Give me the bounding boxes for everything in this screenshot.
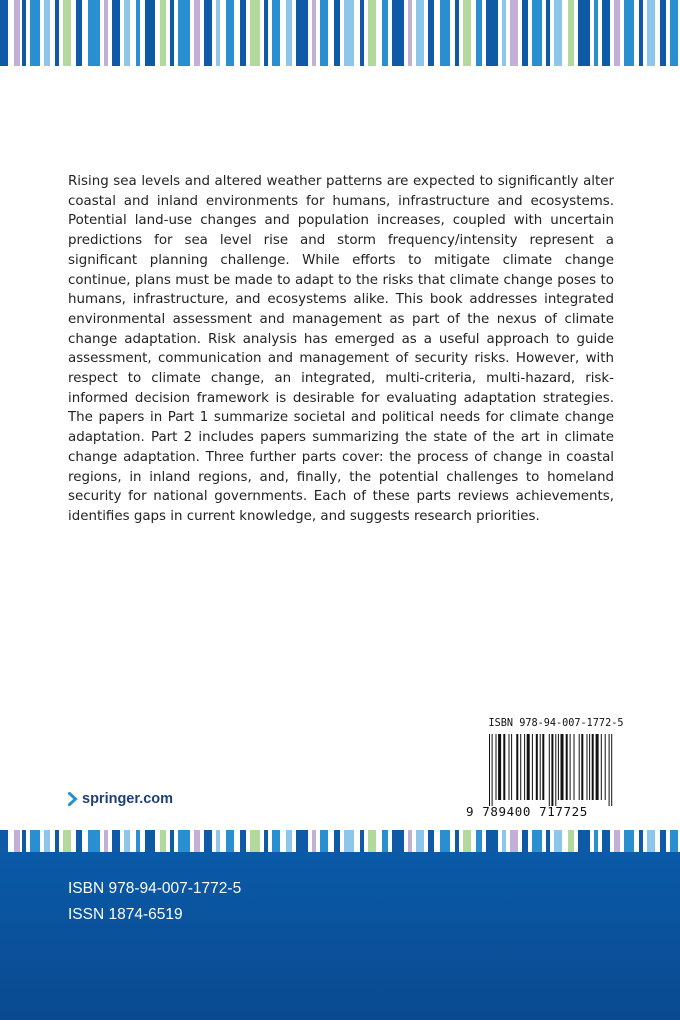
publisher-url[interactable]: springer.com — [82, 791, 174, 807]
barcode-isbn-label: ISBN 978-94-007-1772-5 — [488, 718, 624, 729]
decorative-stripe — [440, 0, 450, 66]
decorative-stripe — [510, 0, 518, 66]
decorative-stripe — [463, 0, 471, 66]
decorative-stripe — [344, 0, 354, 66]
decorative-stripe — [476, 830, 482, 852]
barcode-bar — [574, 734, 575, 800]
decorative-stripe — [392, 830, 404, 852]
decorative-stripe — [624, 830, 634, 852]
decorative-stripe — [486, 830, 498, 852]
decorative-stripe — [226, 0, 234, 66]
barcode-bar — [489, 734, 490, 806]
decorative-stripe — [22, 830, 26, 852]
decorative-stripe — [112, 0, 120, 66]
decorative-stripe — [178, 830, 190, 852]
decorative-stripe — [286, 830, 292, 852]
blue-footer-panel — [0, 852, 680, 1020]
decorative-stripe — [670, 830, 678, 852]
barcode-bar — [566, 734, 568, 800]
decorative-stripe — [463, 830, 471, 852]
barcode-bar — [516, 734, 518, 800]
decorative-stripe — [160, 830, 166, 852]
decorative-stripe — [624, 0, 634, 66]
footer-issn: ISSN 1874-6519 — [68, 906, 183, 923]
decorative-stripe — [368, 0, 376, 66]
decorative-stripe — [382, 0, 388, 66]
decorative-stripe — [344, 830, 354, 852]
barcode-bar — [609, 734, 610, 806]
decorative-stripe — [522, 0, 528, 66]
decorative-stripe — [660, 0, 666, 66]
decorative-stripe — [216, 830, 220, 852]
decorative-stripe — [532, 830, 542, 852]
decorative-stripe — [178, 0, 190, 66]
decorative-stripe — [30, 830, 40, 852]
decorative-stripe — [112, 830, 120, 852]
decorative-stripe — [240, 830, 246, 852]
decorative-stripe — [0, 830, 8, 852]
barcode-bar — [601, 734, 602, 800]
decorative-stripe — [647, 830, 655, 852]
decorative-stripe — [416, 830, 424, 852]
decorative-stripe — [647, 0, 655, 66]
decorative-stripe — [639, 0, 643, 66]
barcode-bar — [551, 734, 553, 806]
decorative-stripe — [14, 0, 20, 66]
decorative-stripe — [104, 830, 108, 852]
decorative-stripe — [408, 0, 412, 66]
decorative-stripe — [578, 830, 590, 852]
decorative-stripe — [510, 830, 518, 852]
barcode-bar — [596, 734, 599, 800]
barcode-bar — [503, 734, 505, 800]
decorative-stripe — [428, 830, 434, 852]
decorative-stripe — [55, 0, 59, 66]
decorative-stripe — [522, 830, 528, 852]
barcode-bar — [532, 734, 533, 800]
decorative-stripe — [476, 0, 482, 66]
decorative-stripe — [554, 0, 562, 66]
decorative-stripe — [136, 830, 140, 852]
decorative-stripe — [136, 0, 140, 66]
decorative-stripe — [88, 830, 100, 852]
top-stripe-band — [0, 0, 680, 66]
barcode-bar — [496, 734, 497, 800]
decorative-stripe — [416, 0, 424, 66]
decorative-stripe — [368, 830, 376, 852]
barcode-bar — [540, 734, 541, 800]
decorative-stripe — [194, 0, 200, 66]
chevron-right-icon — [68, 792, 78, 806]
decorative-stripe — [170, 830, 174, 852]
barcode-bar — [511, 734, 512, 800]
decorative-stripe — [320, 830, 328, 852]
decorative-stripe — [455, 0, 459, 66]
decorative-stripe — [63, 0, 71, 66]
decorative-stripe — [320, 0, 328, 66]
decorative-stripe — [382, 830, 388, 852]
barcode-number: 9 789400 717725 — [466, 804, 588, 819]
decorative-stripe — [14, 830, 20, 852]
barcode-bar — [549, 734, 550, 806]
decorative-stripe — [602, 830, 610, 852]
decorative-stripe — [264, 830, 268, 852]
decorative-stripe — [670, 0, 678, 66]
decorative-stripe — [392, 0, 404, 66]
back-cover-blurb: Rising sea levels and altered weather patterns are expected to significantly alter coastal and inland environments for humans, infrastructure and ecosystems. Potential land-use changes and population increases, coupled with uncertain predictions for sea level rise and storm frequency/intensity represent a significant planning challenge. While efforts to mitigate climate change continue, plans must be made to adapt to the risks that climate change poses to humans, infrastructure, and ecosystems alike. This book addresses integrated environmental assessment and management as part of the nexus of climate change adaptation. Risk analysis has emerged as a useful approach to guide assessment, communication and management of security risks. However, with respect to climate change, an integrated, multi-criteria, multi-hazard, risk-informed decision framework is desirable for evaluating adaptation strategies. The papers in Part 1 summarize societal and political needs for climate change adaptation. Part 2 includes papers summarizing the state of the art in climate change adaptation. Three further parts cover: the process of change in coastal regions, in inland regions, and, finally, the potential challenges to homeland security for national governments. Each of these parts reviews achievements, identifies gaps in current knowledge, and suggests research priorities. — [68, 174, 614, 524]
decorative-stripe — [440, 830, 450, 852]
barcode-bar — [509, 734, 510, 800]
barcode-bar — [605, 734, 606, 800]
decorative-stripe — [88, 0, 100, 66]
barcode-bar — [498, 734, 501, 800]
decorative-stripe — [44, 830, 50, 852]
decorative-stripe — [360, 830, 364, 852]
barcode-bar — [524, 734, 525, 800]
decorative-stripe — [226, 830, 234, 852]
decorative-stripe — [568, 830, 574, 852]
barcode-bar — [542, 734, 544, 800]
decorative-stripe — [334, 0, 340, 66]
decorative-stripe — [124, 830, 130, 852]
decorative-stripe — [408, 830, 412, 852]
decorative-stripe — [639, 830, 643, 852]
decorative-stripe — [546, 830, 550, 852]
decorative-stripe — [76, 0, 82, 66]
decorative-stripe — [428, 0, 434, 66]
decorative-stripe — [602, 0, 610, 66]
decorative-stripe — [240, 0, 246, 66]
decorative-stripe — [660, 830, 666, 852]
decorative-stripe — [455, 830, 459, 852]
decorative-stripe — [30, 0, 40, 66]
decorative-stripe — [0, 0, 8, 66]
decorative-stripe — [594, 0, 598, 66]
barcode-bar — [520, 734, 521, 800]
barcode-bar — [611, 734, 612, 806]
isbn-barcode — [488, 734, 614, 806]
decorative-stripe — [614, 0, 620, 66]
decorative-stripe — [334, 830, 340, 852]
barcode-bar — [581, 734, 583, 800]
decorative-stripe — [250, 830, 260, 852]
decorative-stripe — [76, 830, 82, 852]
decorative-stripe — [145, 830, 155, 852]
decorative-stripe — [614, 830, 620, 852]
decorative-stripe — [22, 0, 26, 66]
decorative-stripe — [360, 0, 364, 66]
decorative-stripe — [204, 0, 212, 66]
decorative-stripe — [502, 0, 506, 66]
decorative-stripe — [44, 0, 50, 66]
publisher-link[interactable] — [68, 788, 173, 810]
barcode-bar — [592, 734, 594, 800]
barcode-bar — [492, 734, 493, 806]
decorative-stripe — [63, 830, 71, 852]
decorative-stripe — [170, 0, 174, 66]
barcode-bar — [555, 734, 556, 806]
decorative-stripe — [568, 0, 574, 66]
decorative-stripe — [272, 830, 280, 852]
decorative-stripe — [296, 830, 308, 852]
footer-isbn: ISBN 978-94-007-1772-5 — [68, 880, 242, 897]
bottom-stripe-band — [0, 830, 680, 852]
barcode-bar — [589, 734, 590, 800]
decorative-stripe — [104, 0, 108, 66]
barcode-bar — [561, 734, 564, 800]
barcode-bar — [579, 734, 580, 800]
decorative-stripe — [216, 0, 220, 66]
decorative-stripe — [296, 0, 308, 66]
decorative-stripe — [312, 0, 316, 66]
barcode-bar — [527, 734, 530, 800]
barcode-bar — [536, 734, 538, 800]
decorative-stripe — [502, 830, 506, 852]
barcode-bar — [587, 734, 588, 800]
decorative-stripe — [546, 0, 550, 66]
decorative-stripe — [594, 830, 598, 852]
decorative-stripe — [194, 830, 200, 852]
decorative-stripe — [486, 0, 498, 66]
decorative-stripe — [204, 830, 212, 852]
barcode-bar — [558, 734, 559, 800]
decorative-stripe — [272, 0, 280, 66]
decorative-stripe — [532, 0, 542, 66]
decorative-stripe — [312, 830, 316, 852]
decorative-stripe — [124, 0, 130, 66]
decorative-stripe — [55, 830, 59, 852]
decorative-stripe — [286, 0, 292, 66]
decorative-stripe — [264, 0, 268, 66]
decorative-stripe — [250, 0, 260, 66]
decorative-stripe — [554, 830, 562, 852]
decorative-stripe — [578, 0, 590, 66]
barcode-bar — [570, 734, 571, 800]
decorative-stripe — [160, 0, 166, 66]
decorative-stripe — [145, 0, 155, 66]
